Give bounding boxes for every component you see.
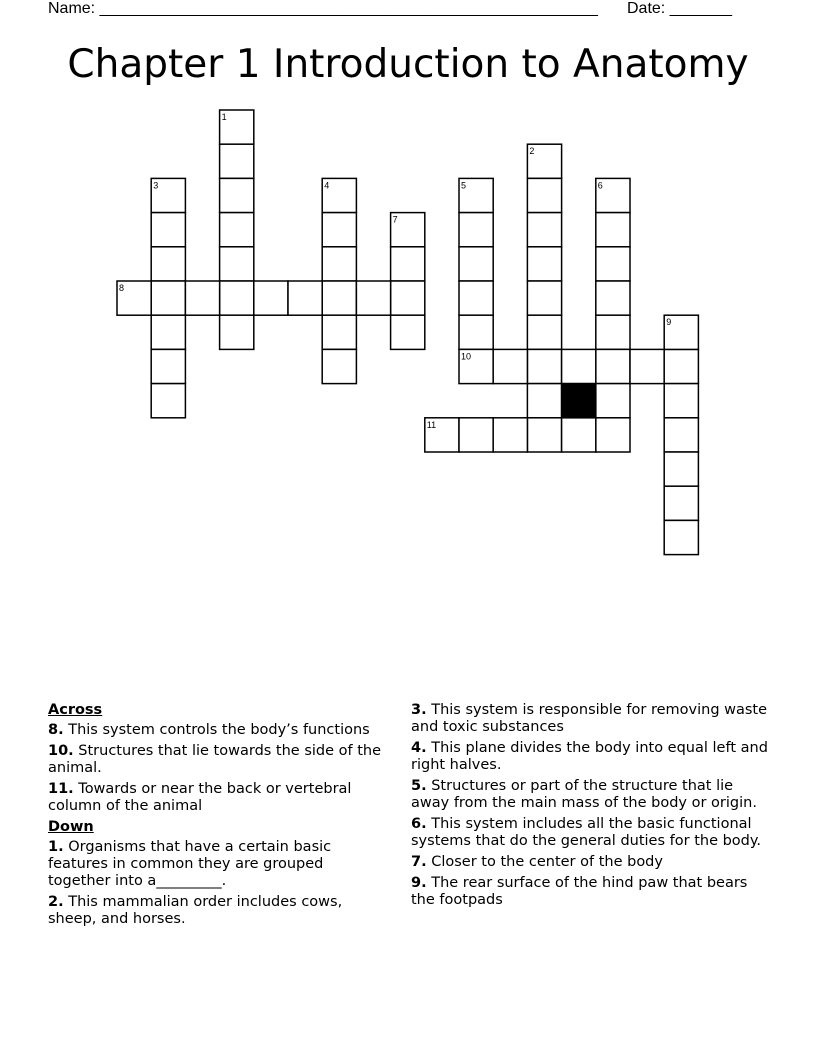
- clue-down-2: [48, 894, 388, 928]
- crossword-cell[interactable]: [151, 213, 185, 247]
- crossword-cell[interactable]: [596, 349, 630, 383]
- clue-down-4: [411, 740, 773, 774]
- crossword-cell[interactable]: [220, 281, 254, 315]
- crossword-cell[interactable]: [151, 384, 185, 418]
- clue-text: This mammalian order includes cows, sheep, and horses.: [48, 894, 343, 927]
- clue-number: 2.: [48, 894, 64, 910]
- clue-number: 7.: [411, 854, 427, 870]
- crossword-cell[interactable]: [562, 418, 596, 452]
- crossword-cell[interactable]: [288, 281, 322, 315]
- crossword-cell[interactable]: [664, 520, 698, 554]
- clue-number: 6.: [411, 816, 427, 832]
- crossword-cell[interactable]: [664, 349, 698, 383]
- crossword-clue-number: 2: [529, 146, 535, 157]
- crossword-cell[interactable]: [220, 213, 254, 247]
- crossword-cell[interactable]: [596, 281, 630, 315]
- crossword-cell[interactable]: [596, 213, 630, 247]
- crossword-cell[interactable]: [322, 247, 356, 281]
- clue-text: The rear surface of the hind paw that bears the footpads: [411, 875, 748, 908]
- clue-text: This plane divides the body into equal left and right halves.: [411, 740, 768, 773]
- crossword-black-cell: [562, 384, 596, 418]
- crossword-cell[interactable]: [151, 349, 185, 383]
- crossword-cell[interactable]: [493, 418, 527, 452]
- crossword-cell[interactable]: [664, 418, 698, 452]
- clue-across-10: [48, 743, 388, 777]
- crossword-cell[interactable]: [322, 315, 356, 349]
- crossword-cell[interactable]: [596, 315, 630, 349]
- crossword-cell[interactable]: [220, 178, 254, 212]
- clue-text: Structures or part of the structure that lie away from the main mass of the body or origin.: [411, 778, 757, 811]
- clue-number: 8.: [48, 722, 64, 738]
- clue-text: Structures that lie towards the side of the animal.: [48, 743, 382, 776]
- clues-left-column: [48, 702, 388, 932]
- crossword-clue-number: 10: [461, 351, 472, 362]
- crossword-cell[interactable]: [322, 213, 356, 247]
- clue-number: 10.: [48, 743, 74, 759]
- page-title: Chapter 1 Introduction to Anatomy: [67, 42, 749, 87]
- down-heading: Down: [48, 819, 94, 835]
- clue-down-9: [411, 875, 773, 909]
- crossword-cell[interactable]: [391, 315, 425, 349]
- crossword-cell[interactable]: [527, 384, 561, 418]
- crossword-cell[interactable]: [527, 281, 561, 315]
- crossword-cell[interactable]: [322, 281, 356, 315]
- across-heading: Across: [48, 702, 103, 718]
- clue-down-1: [48, 839, 388, 890]
- clues-right-column: [411, 702, 773, 913]
- crossword-cell[interactable]: [459, 315, 493, 349]
- crossword-cell[interactable]: [664, 452, 698, 486]
- crossword-cell[interactable]: [151, 315, 185, 349]
- crossword-cell[interactable]: [459, 281, 493, 315]
- clue-number: 1.: [48, 839, 64, 855]
- crossword-cell[interactable]: [322, 349, 356, 383]
- clue-down-7: [411, 854, 773, 871]
- clue-text: This system includes all the basic functional systems that do the general duties for the body.: [411, 816, 761, 849]
- crossword-cell[interactable]: [185, 281, 219, 315]
- crossword-cell[interactable]: [459, 247, 493, 281]
- crossword-clue-number: 5: [461, 180, 467, 191]
- crossword-cell[interactable]: [151, 247, 185, 281]
- crossword-clue-number: 11: [426, 419, 437, 430]
- crossword-cell[interactable]: [391, 281, 425, 315]
- crossword-cell[interactable]: [527, 418, 561, 452]
- clue-across-11: [48, 781, 388, 815]
- crossword-cell[interactable]: [596, 418, 630, 452]
- crossword-clue-number: 3: [153, 180, 159, 191]
- crossword-cell[interactable]: [527, 315, 561, 349]
- crossword-cell[interactable]: [220, 315, 254, 349]
- clue-down-3: [411, 702, 773, 736]
- crossword-cell[interactable]: [493, 349, 527, 383]
- crossword-cell[interactable]: [630, 349, 664, 383]
- crossword-cell[interactable]: [664, 384, 698, 418]
- crossword-cell[interactable]: [527, 349, 561, 383]
- clue-text: Organisms that have a certain basic features in common they are grouped together into a_________.: [48, 839, 332, 889]
- crossword-cell[interactable]: [356, 281, 390, 315]
- date-field-label: Date: _______: [627, 0, 732, 17]
- clue-text: This system is responsible for removing waste and toxic substances: [411, 702, 768, 735]
- crossword-clue-number: 6: [597, 180, 603, 191]
- crossword-clue-number: 1: [221, 112, 227, 122]
- crossword-cell[interactable]: [151, 281, 185, 315]
- crossword-cell[interactable]: [527, 178, 561, 212]
- clue-number: 4.: [411, 740, 427, 756]
- crossword-cell[interactable]: [391, 247, 425, 281]
- name-field-label: Name: ________________________________________________________: [48, 0, 598, 17]
- clue-down-6: [411, 816, 773, 850]
- clue-across-8: [48, 722, 388, 739]
- crossword-cell[interactable]: [527, 213, 561, 247]
- clue-text: This system controls the body’s functions: [68, 722, 370, 738]
- crossword-cell[interactable]: [596, 247, 630, 281]
- clue-number: 9.: [411, 875, 427, 891]
- clue-number: 3.: [411, 702, 427, 718]
- crossword-cell[interactable]: [596, 384, 630, 418]
- clue-down-5: [411, 778, 773, 812]
- clue-text: Towards or near the back or vertebral column of the animal: [48, 781, 352, 814]
- crossword-cell[interactable]: [664, 486, 698, 520]
- crossword-cell[interactable]: [220, 247, 254, 281]
- crossword-clue-number: 4: [324, 180, 330, 191]
- clue-text: Closer to the center of the body: [431, 854, 663, 870]
- crossword-cell[interactable]: [459, 418, 493, 452]
- crossword-cell[interactable]: [459, 213, 493, 247]
- crossword-cell[interactable]: [527, 247, 561, 281]
- crossword-clue-number: 8: [119, 283, 125, 293]
- crossword-cell[interactable]: [562, 349, 596, 383]
- crossword-clue-number: 9: [666, 317, 672, 328]
- crossword-clue-number: 7: [392, 214, 398, 225]
- crossword-cell[interactable]: [254, 281, 288, 315]
- clue-number: 11.: [48, 781, 74, 797]
- clue-number: 5.: [411, 778, 427, 794]
- crossword-cell[interactable]: [220, 144, 254, 178]
